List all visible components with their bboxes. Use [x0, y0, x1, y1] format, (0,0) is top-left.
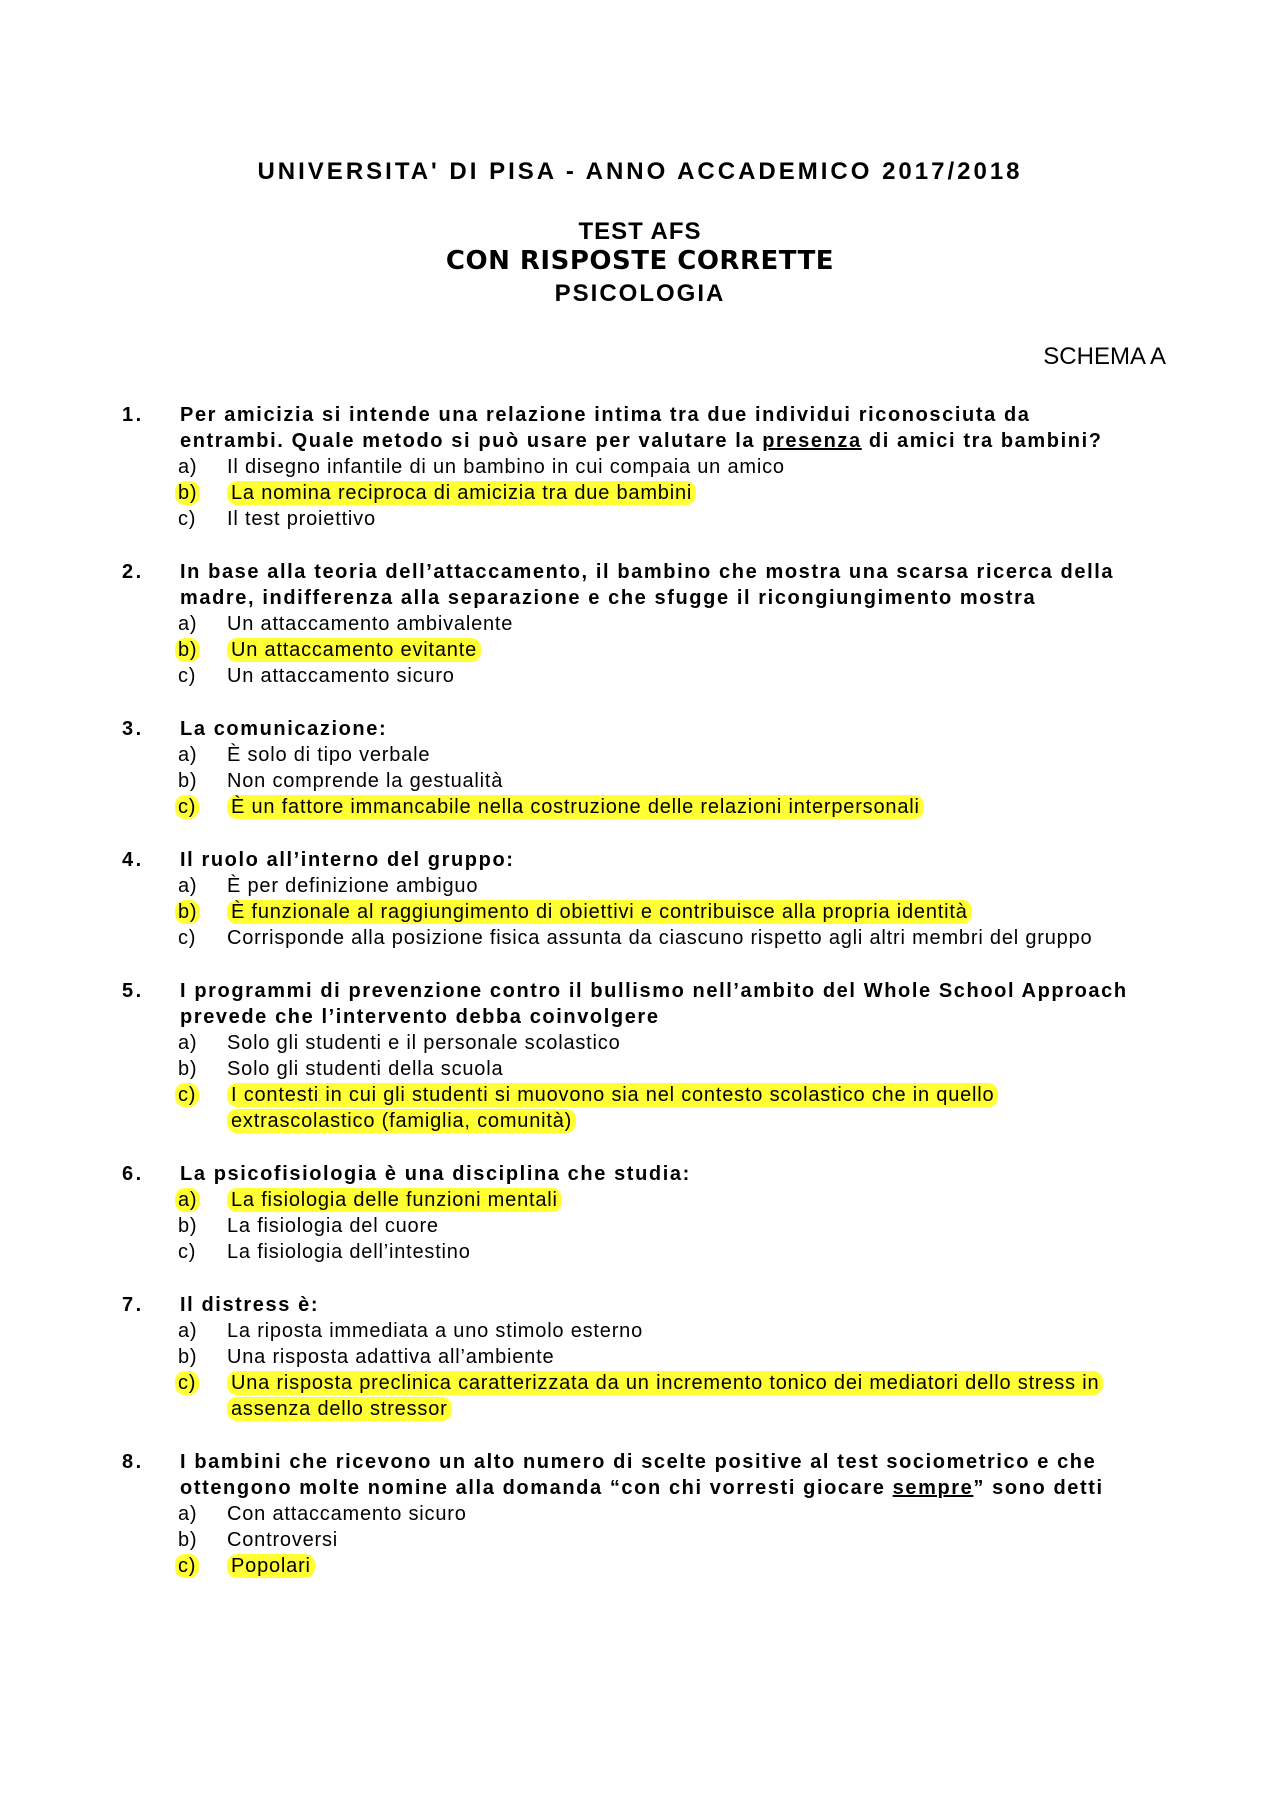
option-letter-wrap	[178, 742, 226, 768]
option-letter-wrap	[178, 1344, 226, 1370]
question-number: 8.	[122, 1451, 144, 1473]
option-text: Una risposta preclinica caratterizzata da un incremento tonico dei mediatori dello stress in assenza dello stressor	[227, 1371, 1103, 1421]
option-letter: b)	[178, 1346, 198, 1368]
answer-option	[178, 1239, 1138, 1265]
option-letter: a)	[178, 875, 198, 897]
option-letter: c)	[178, 665, 197, 687]
option-letter-wrap	[178, 899, 226, 925]
option-text-wrap	[227, 925, 1138, 951]
option-letter-wrap	[178, 506, 226, 532]
question-3	[0, 716, 1280, 820]
option-letter: b)	[175, 900, 200, 924]
schema-label: SCHEMA A	[1043, 343, 1166, 370]
answer-option-correct	[178, 1370, 1138, 1422]
option-letter: b)	[178, 1215, 198, 1237]
question-number: 6.	[122, 1163, 144, 1185]
option-text-wrap	[227, 1187, 1138, 1213]
option-text-wrap	[227, 1318, 1138, 1344]
option-letter-wrap	[178, 1239, 226, 1265]
question-text	[180, 402, 1130, 454]
option-letter: a)	[175, 1188, 200, 1212]
option-text-wrap	[227, 1370, 1138, 1422]
answer-option-correct	[178, 899, 1138, 925]
answer-option-correct	[178, 1187, 1138, 1213]
answer-option	[178, 1344, 1138, 1370]
answer-option	[178, 1501, 1138, 1527]
option-text-wrap	[227, 899, 1138, 925]
option-text: Il test proiettivo	[227, 508, 376, 530]
option-text: La fisiologia del cuore	[227, 1215, 439, 1237]
answer-option-correct	[178, 1082, 1138, 1134]
option-text-wrap	[227, 1056, 1138, 1082]
option-text-wrap	[227, 663, 1138, 689]
option-letter: a)	[178, 456, 198, 478]
test-subtitle: CON RISPOSTE CORRETTE	[445, 246, 835, 276]
option-letter-wrap	[178, 1501, 226, 1527]
option-letter-wrap	[178, 1318, 226, 1344]
option-letter-wrap	[178, 637, 226, 663]
option-text-wrap	[227, 1239, 1138, 1265]
answer-option-correct	[178, 480, 1138, 506]
option-letter-wrap	[178, 663, 226, 689]
option-text: Un attaccamento evitante	[227, 638, 481, 662]
option-text: È solo di tipo verbale	[227, 744, 431, 766]
option-letter: b)	[178, 770, 198, 792]
option-letter-wrap	[178, 925, 226, 951]
question-number: 2.	[122, 561, 144, 583]
option-text-wrap	[227, 1553, 1138, 1579]
test-title: TEST AFS	[578, 218, 702, 245]
option-letter: b)	[178, 1529, 198, 1551]
option-letter-wrap	[178, 873, 226, 899]
question-text: I programmi di prevenzione contro il bullismo nell’ambito del Whole School Approach prevede che l’intervento debba coinvolgere	[180, 980, 1128, 1028]
option-letter-wrap	[178, 1527, 226, 1553]
option-text: Con attaccamento sicuro	[227, 1503, 467, 1525]
option-letter: c)	[175, 1371, 199, 1395]
answer-option	[178, 1318, 1138, 1344]
option-text: La fisiologia delle funzioni mentali	[227, 1188, 562, 1212]
question-text-part: Per amicizia si intende una relazione intima tra due individui riconosciuta da entrambi. Quale metodo si può usare per valutare la	[180, 404, 1031, 452]
option-text-wrap	[227, 1082, 1138, 1134]
option-letter: c)	[175, 1554, 199, 1578]
option-text: I contesti in cui gli studenti si muovono sia nel contesto scolastico che in quello extrascolastico (famiglia, comunità)	[227, 1083, 998, 1133]
question-number: 5.	[122, 980, 144, 1002]
question-number: 4.	[122, 849, 144, 871]
option-letter: c)	[175, 795, 199, 819]
option-letter: b)	[175, 481, 200, 505]
answer-option	[178, 1527, 1138, 1553]
subject-title: PSICOLOGIA	[554, 280, 726, 307]
option-text-wrap	[227, 1501, 1138, 1527]
option-letter: a)	[178, 1503, 198, 1525]
option-text-wrap	[227, 1213, 1138, 1239]
option-text: Non comprende la gestualità	[227, 770, 504, 792]
question-text: La psicofisiologia è una disciplina che studia:	[180, 1163, 691, 1185]
option-text: Un attaccamento ambivalente	[227, 613, 514, 635]
answer-option-correct	[178, 1553, 1138, 1579]
option-text-wrap	[227, 1030, 1138, 1056]
option-text-wrap	[227, 794, 1138, 820]
option-text-wrap	[227, 742, 1138, 768]
option-text-wrap	[227, 768, 1138, 794]
question-text: Il ruolo all’interno del gruppo:	[180, 849, 515, 871]
option-text-wrap	[227, 873, 1138, 899]
question-4	[0, 847, 1280, 951]
option-letter-wrap	[178, 1213, 226, 1239]
option-letter-wrap	[178, 1553, 226, 1579]
answer-option	[178, 925, 1138, 951]
question-5	[0, 978, 1280, 1134]
option-letter-wrap	[178, 480, 226, 506]
option-letter: c)	[175, 1083, 199, 1107]
option-letter-wrap	[178, 1030, 226, 1056]
option-text-wrap	[227, 454, 1138, 480]
option-text-wrap	[227, 506, 1138, 532]
option-text: Controversi	[227, 1529, 339, 1551]
question-7	[0, 1292, 1280, 1422]
option-text: Corrisponde alla posizione fisica assunta da ciascuno rispetto agli altri membri del gruppo	[227, 927, 1093, 949]
question-number: 3.	[122, 718, 144, 740]
answer-option	[178, 768, 1138, 794]
option-text: È un fattore immancabile nella costruzione delle relazioni interpersonali	[227, 795, 924, 819]
option-letter: a)	[178, 613, 198, 635]
option-text: È funzionale al raggiungimento di obiettivi e contribuisce alla propria identità	[227, 900, 972, 924]
question-text-underlined: sempre	[892, 1477, 974, 1499]
answer-option-correct	[178, 794, 1138, 820]
question-2	[0, 559, 1280, 689]
question-6	[0, 1161, 1280, 1265]
option-text: Un attaccamento sicuro	[227, 665, 455, 687]
questions-list	[0, 402, 1280, 1606]
answer-option	[178, 611, 1138, 637]
option-letter-wrap	[178, 611, 226, 637]
option-letter: c)	[178, 1241, 197, 1263]
option-letter: b)	[175, 638, 200, 662]
answer-option	[178, 1030, 1138, 1056]
option-text-wrap	[227, 611, 1138, 637]
question-text: In base alla teoria dell’attaccamento, il bambino che mostra una scarsa ricerca della madre, indifferenza alla separazione e che sfugge il ricongiungimento mostra	[180, 561, 1115, 609]
question-text	[180, 1449, 1130, 1501]
answer-option	[178, 663, 1138, 689]
option-text: La fisiologia dell’intestino	[227, 1241, 471, 1263]
option-letter: a)	[178, 1032, 198, 1054]
option-text-wrap	[227, 1344, 1138, 1370]
option-text: Il disegno infantile di un bambino in cui compaia un amico	[227, 456, 785, 478]
question-text: La comunicazione:	[180, 718, 388, 740]
option-text-wrap	[227, 637, 1138, 663]
question-text: Il distress è:	[180, 1294, 320, 1316]
option-letter-wrap	[178, 1370, 226, 1396]
option-text: La nomina reciproca di amicizia tra due bambini	[227, 481, 696, 505]
option-letter: a)	[178, 1320, 198, 1342]
option-text: La riposta immediata a uno stimolo esterno	[227, 1320, 644, 1342]
question-number: 1.	[122, 404, 144, 426]
option-letter: a)	[178, 744, 198, 766]
option-text: È per definizione ambiguo	[227, 875, 479, 897]
question-text-part: di amici tra bambini?	[861, 430, 1103, 452]
answer-option	[178, 506, 1138, 532]
university-heading: UNIVERSITA' DI PISA - ANNO ACCADEMICO 2017/2018	[257, 158, 1023, 185]
option-letter-wrap	[178, 454, 226, 480]
question-text-part: I bambini che ricevono un alto numero di scelte positive al test sociometrico e che ottengono molte nomine alla domanda “con chi vorresti giocare	[180, 1451, 1097, 1499]
option-text: Solo gli studenti della scuola	[227, 1058, 504, 1080]
answer-option	[178, 1213, 1138, 1239]
question-text-part: ” sono detti	[973, 1477, 1104, 1499]
option-text: Solo gli studenti e il personale scolastico	[227, 1032, 621, 1054]
answer-option	[178, 873, 1138, 899]
option-letter-wrap	[178, 1056, 226, 1082]
answer-option	[178, 1056, 1138, 1082]
option-letter-wrap	[178, 1187, 226, 1213]
option-letter-wrap	[178, 1082, 226, 1108]
option-text: Popolari	[227, 1554, 315, 1578]
question-number: 7.	[122, 1294, 144, 1316]
option-text-wrap	[227, 1527, 1138, 1553]
answer-option	[178, 742, 1138, 768]
option-letter-wrap	[178, 768, 226, 794]
question-1	[0, 402, 1280, 532]
question-8	[0, 1449, 1280, 1579]
option-text: Una risposta adattiva all’ambiente	[227, 1346, 555, 1368]
answer-option	[178, 454, 1138, 480]
option-letter: b)	[178, 1058, 198, 1080]
question-text-underlined: presenza	[762, 430, 862, 452]
answer-option-correct	[178, 637, 1138, 663]
option-letter: c)	[178, 508, 197, 530]
option-text-wrap	[227, 480, 1138, 506]
option-letter: c)	[178, 927, 197, 949]
option-letter-wrap	[178, 794, 226, 820]
